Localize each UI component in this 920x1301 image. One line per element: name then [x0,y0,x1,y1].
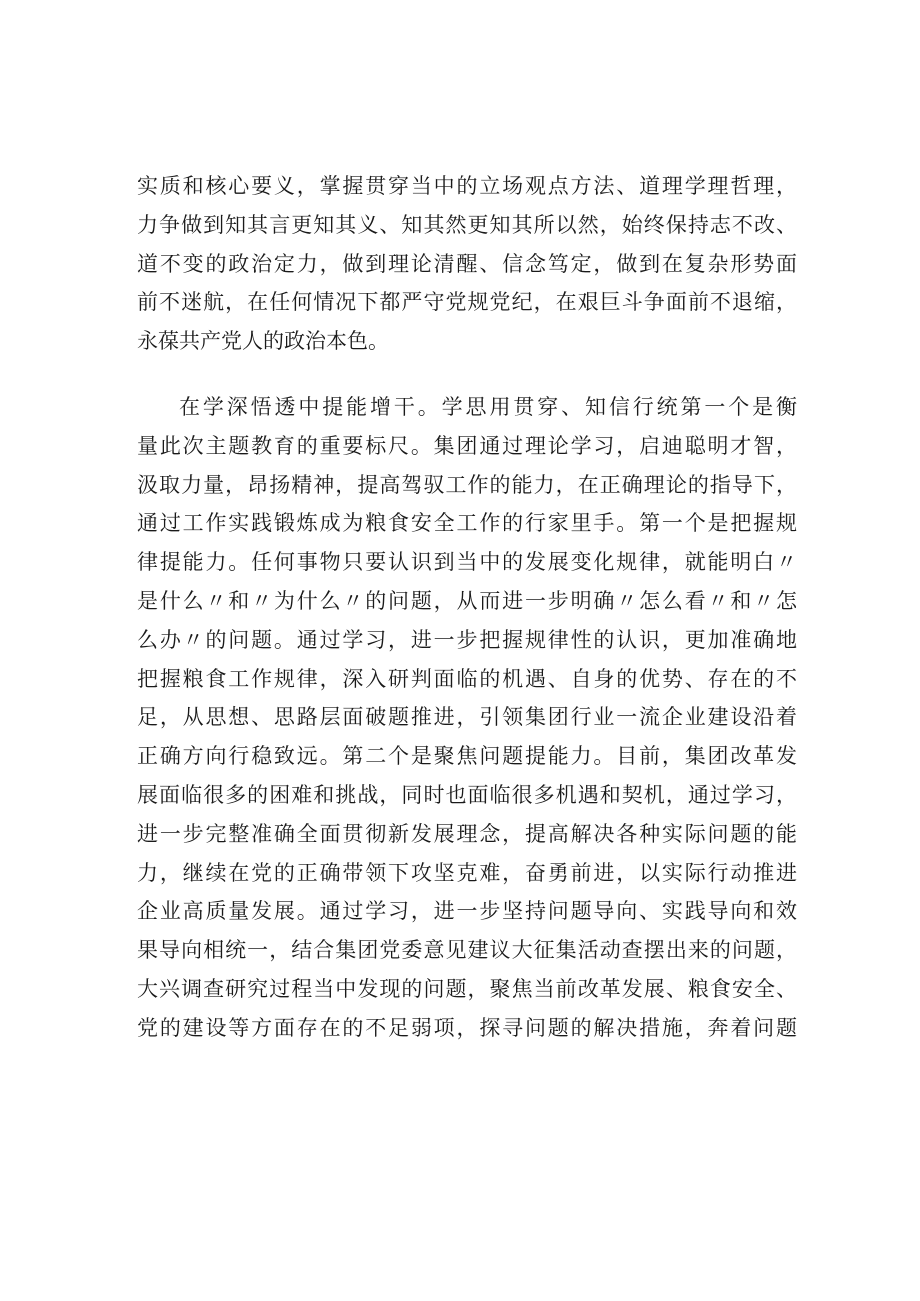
text-line: 力争做到知其言更知其义、知其然更知其所以然，始终保持志不改、 [137,212,797,237]
text-line: 永葆共产党人的政治本色。 [137,329,389,354]
paragraph-2 [137,388,797,1048]
text-line: 通过工作实践锻炼成为粮食安全工作的行家里手。第一个是把握规 [137,511,797,536]
text-line: 量此次主题教育的重要标尺。集团通过理论学习，启迪聪明才智， [137,433,797,458]
text-line: 企业高质量发展。通过学习，进一步坚持问题导向、实践导向和效 [137,899,797,924]
text-line: 把握粮食工作规律，深入研判面临的机遇、自身的优势、存在的不 [137,666,797,691]
text-line: 正确方向行稳致远。第二个是聚焦问题提能力。目前，集团改革发 [137,744,797,769]
text-line: 果导向相统一，结合集团党委意见建议大征集活动查摆出来的问题， [137,938,797,963]
text-line: 足，从思想、思路层面破题推进，引领集团行业一流企业建设沿着 [137,705,797,730]
text-line: 是什么〃和〃为什么〃的问题，从而进一步明确〃怎么看〃和〃怎 [137,588,797,613]
text-line: 前不迷航，在任何情况下都严守党规党纪，在艰巨斗争面前不退缩， [137,290,797,315]
text-line: 展面临很多的困难和挑战，同时也面临很多机遇和契机，通过学习， [137,782,797,807]
text-line: 汲取力量，昂扬精神，提高驾驭工作的能力，在正确理论的指导下， [137,472,797,497]
text-line: 律提能力。任何事物只要认识到当中的发展变化规律，就能明白〃 [137,550,797,575]
text-line: 么办〃的问题。通过学习，进一步把握规律性的认识，更加准确地 [137,627,797,652]
text-line: 大兴调查研究过程当中发现的问题，聚焦当前改革发展、粮食安全、 [137,976,797,1001]
text-line: 党的建设等方面存在的不足弱项，探寻问题的解决措施，奔着问题 [137,1015,797,1040]
text-line: 在学深悟透中提能增干。学思用贯穿、知信行统第一个是衡 [179,395,797,419]
paragraph-1 [137,167,797,361]
text-line: 力，继续在党的正确带领下攻坚克难，奋勇前进，以实际行动推进 [137,860,797,885]
text-line: 进一步完整准确全面贯彻新发展理念，提高解决各种实际问题的能 [137,821,797,846]
text-line: 道不变的政治定力，做到理论清醒、信念笃定，做到在复杂形势面 [137,251,797,276]
text-line: 实质和核心要义，掌握贯穿当中的立场观点方法、道理学理哲理， [137,174,797,198]
